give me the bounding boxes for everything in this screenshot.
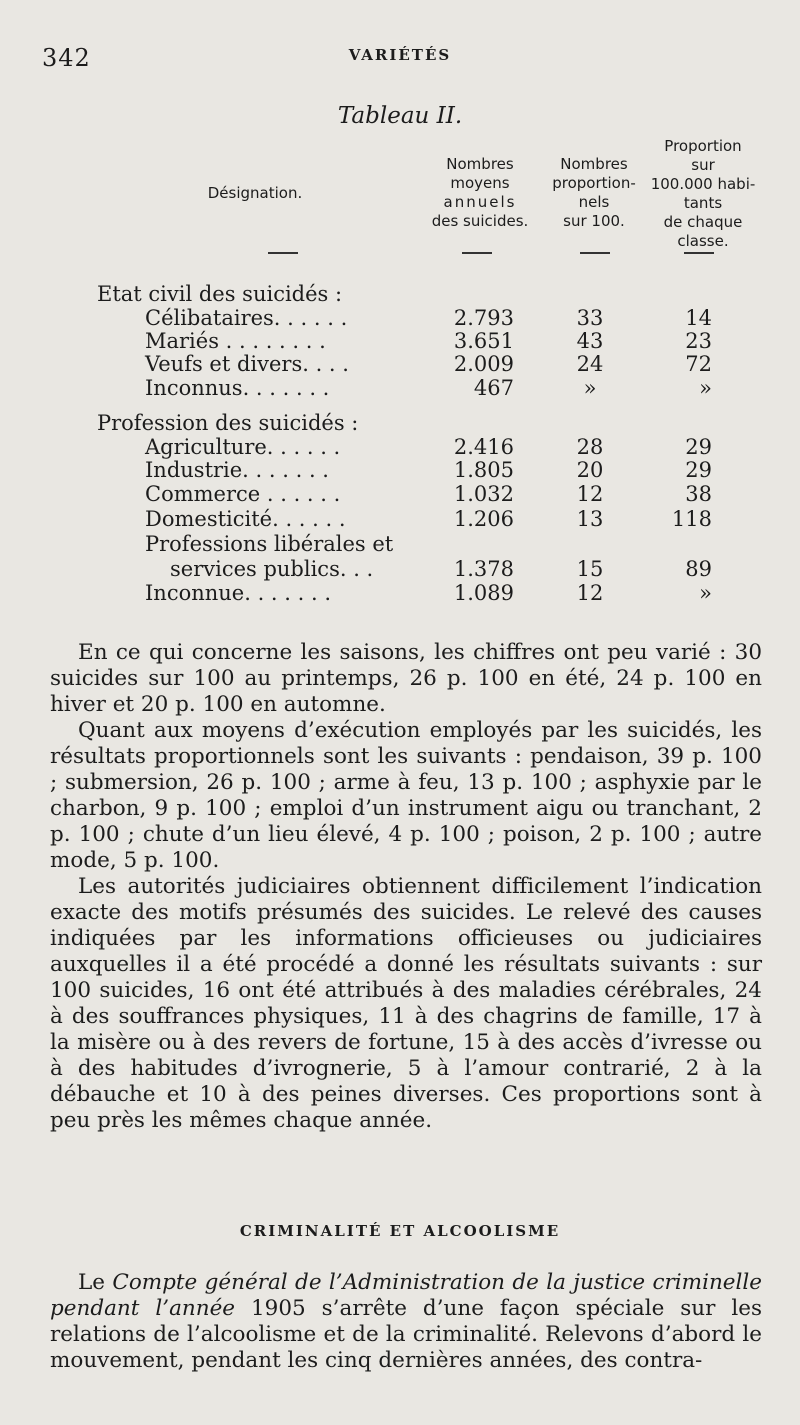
header-col-proportional — [540, 155, 648, 231]
header-designation: Désignation. — [207, 184, 303, 202]
header-dash — [684, 252, 714, 254]
final-paragraph — [50, 1270, 762, 1374]
text-run: 1905 s’arrête d’une façon spéciale sur les relations de l’alcoolisme et de la criminalité. Relevons d’abord le mouvement, pendant les cinq dernières années, des contra- — [50, 1296, 763, 1373]
row-value-proportion: 28 — [576, 435, 604, 459]
header-col-per-100000 — [648, 137, 758, 251]
row-label: Agriculture. . . . . . — [145, 435, 341, 459]
row-label: Commerce . . . . . . — [145, 482, 341, 506]
header-col-annual-mean — [430, 155, 530, 231]
header-line: Proportion — [664, 137, 742, 155]
paragraph-seasons: En ce qui concerne les saisons, les chiffres ont peu varié : 30 suicides sur 100 au printemps, 26 p. 100 en été, 24 p. 100 en hiver et 20 p. 100 en automne. — [50, 640, 762, 717]
header-line: annuels — [443, 193, 517, 211]
body-text — [50, 640, 762, 1134]
table-section-title: Etat civil des suicidés : — [97, 282, 343, 306]
row-value-annual: 2.009 — [453, 352, 514, 376]
row-value-proportion: 12 — [576, 482, 604, 506]
section-heading: CRIMINALITÉ ET ALCOOLISME — [239, 1222, 561, 1240]
row-value-annual: 1.089 — [453, 581, 514, 605]
header-line: Nombres — [446, 155, 514, 173]
paragraph-means: Quant aux moyens d’exécution employés par les suicidés, les résultats proportionnels sont les suivants : pendaison, 39 p. 100 ; submersion, 26 p. 100 ; arme à feu, 13 p. 100 ; asphyxie par le charbon, 9 p. 100 ; emploi d’un instrument aigu ou tranchant, 2 p. 100 ; chute d’un lieu élevé, 4 p. 100 ; poison, 2 p. 100 ; autre mode, 5 p. 100. — [50, 718, 762, 873]
header-line: 100.000 habi- — [650, 175, 756, 193]
row-value-per-100000: 23 — [685, 329, 712, 353]
header-line: proportion- — [552, 174, 636, 192]
row-value-proportion: 13 — [576, 507, 604, 531]
row-label: services publics. . . — [170, 557, 374, 581]
row-value-proportion: 43 — [576, 329, 604, 353]
row-value-annual: 1.206 — [453, 507, 514, 531]
row-value-annual: 1.032 — [453, 482, 514, 506]
row-label: Veufs et divers. . . . — [145, 352, 349, 376]
row-value-per-100000: » — [699, 376, 712, 400]
table-row — [0, 482, 800, 509]
row-value-annual: 1.378 — [453, 557, 514, 581]
header-line: nels — [578, 193, 610, 211]
row-value-per-100000: 14 — [685, 306, 712, 330]
row-label: Professions libérales et — [145, 532, 394, 556]
row-label: Inconnue. . . . . . . — [145, 581, 332, 605]
table-row — [0, 532, 800, 559]
header-line: sur 100. — [563, 212, 625, 230]
row-value-annual: 1.805 — [453, 458, 514, 482]
row-value-proportion: 24 — [576, 352, 604, 376]
row-label: Industrie. . . . . . . — [145, 458, 329, 482]
paragraph-motives: Les autorités judiciaires obtiennent difficilement l’indication exacte des motifs présumés des suicides. Le relevé des causes indiquées par les informations officieuses ou judiciaires auxquelles il a été procédé a donné les résultats suivants : sur 100 suicides, 16 ont été attribués à des maladies cérébrales, 24 à des souffrances physiques, 11 à des chagrins de famille, 17 à la misère ou à des revers de fortune, 15 à des accès d’ivresse ou à des habitudes d’ivrognerie, 5 à l’amour contrarié, 2 à la débauche et 10 à des peines diverses. Ces proportions sont à peu près les mêmes chaque année. — [50, 874, 762, 1133]
table-row — [0, 376, 800, 403]
row-label: Domesticité. . . . . . — [145, 507, 346, 531]
header-line: sur — [691, 156, 715, 174]
row-value-per-100000: » — [699, 581, 712, 605]
table-section-title: Profession des suicidés : — [97, 411, 359, 435]
row-label: Mariés . . . . . . . . — [145, 329, 326, 353]
row-label: Inconnus. . . . . . . — [145, 376, 330, 400]
table-row — [0, 507, 800, 534]
row-value-annual: 467 — [473, 376, 514, 400]
header-dash — [462, 252, 492, 254]
table-row — [0, 557, 800, 584]
row-value-annual: 2.416 — [453, 435, 514, 459]
row-value-per-100000: 38 — [685, 482, 712, 506]
header-line: classe. — [677, 232, 729, 250]
table-row — [0, 458, 800, 485]
row-value-per-100000: 89 — [685, 557, 712, 581]
header-line: des suicides. — [431, 212, 529, 230]
running-title: VARIÉTÉS — [348, 46, 452, 64]
row-value-annual: 3.651 — [453, 329, 514, 353]
table-row — [0, 352, 800, 379]
header-line: tants — [683, 194, 723, 212]
header-dash — [268, 252, 298, 254]
row-label: Célibataires. . . . . . — [145, 306, 348, 330]
row-value-per-100000: 29 — [685, 435, 712, 459]
page-number: 342 — [42, 44, 91, 72]
paragraph-criminality — [50, 1270, 762, 1374]
header-line: de chaque — [663, 213, 743, 231]
text-run: Le — [78, 1270, 113, 1295]
header-dash — [580, 252, 610, 254]
row-value-proportion: » — [583, 376, 597, 400]
header-line: Nombres — [560, 155, 628, 173]
header-line: moyens — [450, 174, 510, 192]
row-value-per-100000: 72 — [685, 352, 712, 376]
row-value-annual: 2.793 — [453, 306, 514, 330]
table-title: Tableau II. — [337, 103, 463, 129]
row-value-proportion: 12 — [576, 581, 604, 605]
row-value-proportion: 33 — [576, 306, 604, 330]
row-value-per-100000: 29 — [685, 458, 712, 482]
row-value-proportion: 20 — [576, 458, 604, 482]
report-title: Compte général de l’Administration de la justice criminelle pendant l’année — [50, 1270, 762, 1321]
row-value-proportion: 15 — [576, 557, 604, 581]
row-value-per-100000: 118 — [671, 507, 712, 531]
table-row — [0, 581, 800, 608]
